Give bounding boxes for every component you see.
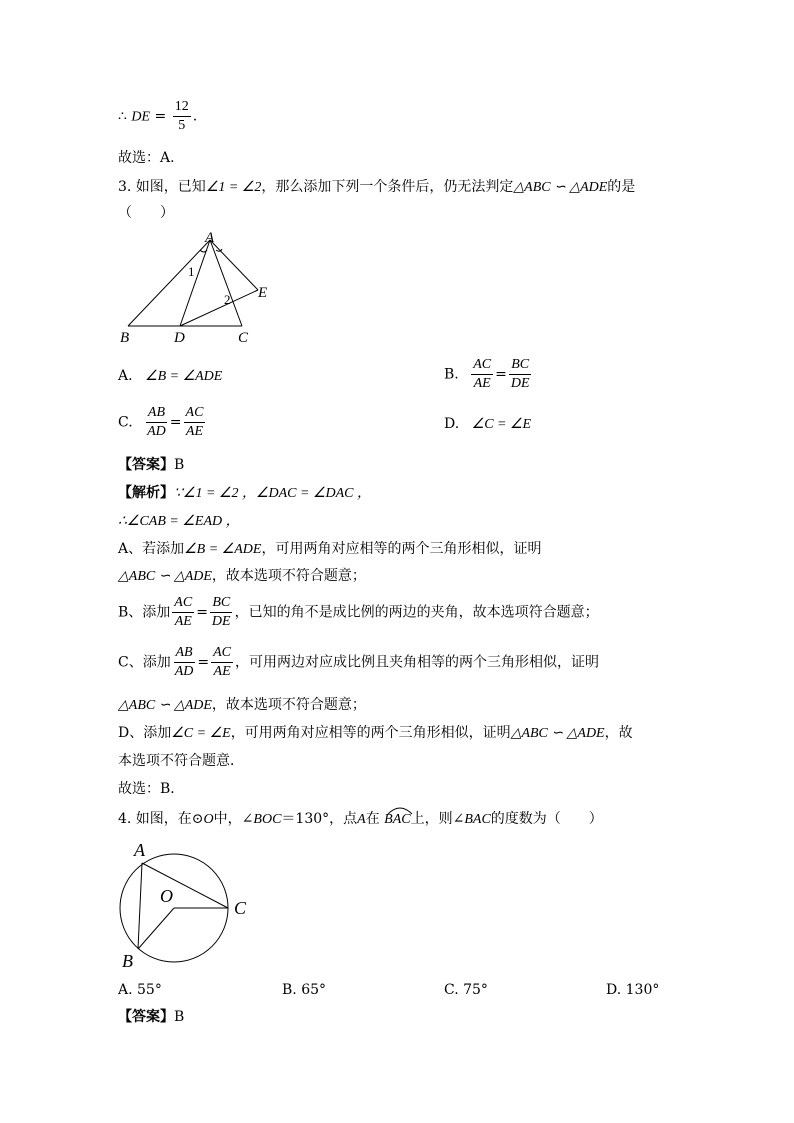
q4-arc-label: BAC <box>384 812 411 827</box>
q4-A: A <box>357 812 366 827</box>
q3-an6-n2: AC <box>211 644 233 663</box>
q3-opt-c-frac1 <box>145 404 168 441</box>
q3-an7a: △ABC ∽ △ADE <box>118 698 212 713</box>
q3-analysis-2: ∴∠CAB = ∠EAD ， <box>118 514 240 529</box>
q4-option-c: C. 75° <box>444 982 488 998</box>
q4-stem-a: 4. 如图，在⊙ <box>118 811 204 827</box>
q4-stem <box>118 808 603 828</box>
q3-opt-b-n2: BC <box>509 356 531 375</box>
fig4-B: B <box>122 951 133 971</box>
q4-answer-value: B <box>174 1009 185 1025</box>
q3-opt-b-n1: AC <box>471 356 493 375</box>
q3-an6a: C、添加 <box>118 654 171 671</box>
q3-triangle-figure <box>112 226 282 348</box>
q4-BOC: BOC <box>253 812 282 827</box>
fig3-angle2: 2 <box>224 292 231 307</box>
q3-an6b: ，可用两边对应成比例且夹角相等的两个三角形相似，证明 <box>235 654 600 671</box>
q3-stem-a: 3. 如图，已知 <box>118 179 206 195</box>
q4-O: O <box>203 812 214 827</box>
q3-an8c: ，可用两角对应相等的两个三角形相似，证明 <box>230 725 511 741</box>
q3-opt-c-frac2 <box>184 404 206 441</box>
q3-opt-c-d2: AE <box>185 424 204 439</box>
fig3-B: B <box>120 330 130 346</box>
q4-answer-tag: 【答案】 <box>118 1009 174 1025</box>
q3-analysis-1 <box>118 482 371 502</box>
q4-stem-b: 中，∠ <box>213 811 254 827</box>
q3-an8b: ∠C = ∠E <box>171 726 231 741</box>
seg-AB <box>128 240 210 326</box>
q4-option-a: A. 55° <box>118 982 162 998</box>
q3-opt-c-d1: AD <box>147 424 166 439</box>
q3-an6-d2: AE <box>213 664 231 679</box>
q3-opt-b-d2: DE <box>510 376 530 391</box>
q3-analysis-8 <box>118 722 633 742</box>
q3-an8d: △ABC ∽ △ADE <box>510 726 605 741</box>
q3-opt-d-label: D. <box>444 416 460 432</box>
q3-an5-n2: BC <box>210 594 232 613</box>
fig3-E: E <box>258 285 268 301</box>
prev-lhs: DE <box>131 109 151 125</box>
q3-an8a: D、添加 <box>118 725 172 741</box>
q3-answer-value: B <box>174 457 185 473</box>
prev-den: 5 <box>178 118 186 133</box>
q3-an5a: B、添加 <box>118 604 171 621</box>
q3-an6-d1: AD <box>174 664 194 679</box>
q3-an5-frac1 <box>172 594 194 631</box>
seg-AC <box>142 863 228 908</box>
q3-an6-n1: AB <box>174 644 195 663</box>
q3-opt-a-expr: ∠B = ∠ADE <box>145 369 223 384</box>
q3-an3c: ，可用两角对应相等的两个三角形相似，证明 <box>261 541 542 557</box>
prev-num: 12 <box>173 98 191 117</box>
q4-answer <box>118 1006 184 1026</box>
fig4-C: C <box>234 898 247 918</box>
q3-opt-b-d1: AE <box>473 376 491 391</box>
q3-opt-c-n2: AC <box>184 404 206 423</box>
q3-answer-tag: 【答案】 <box>118 457 174 473</box>
q3-stem <box>118 176 635 196</box>
q3-an5-frac2 <box>210 594 233 631</box>
q3-opt-c-label: C. <box>118 414 133 431</box>
q3-analysis-tag: 【解析】 <box>118 485 174 501</box>
q4-stem-d: 在 <box>365 811 380 827</box>
q3-an7b: ，故本选项不符合题意； <box>211 697 366 713</box>
fig4-A: A <box>134 840 145 860</box>
q3-option-c <box>118 404 207 441</box>
seg-AB <box>138 863 142 949</box>
q3-an4a: △ABC ∽ △ADE <box>118 569 212 584</box>
q4-stem-e: 上，则∠ <box>410 811 465 827</box>
q3-an5b: ，已知的角不是成比例的两边的夹角，故本选项符合题意； <box>234 604 599 621</box>
q4-option-b: B. 65° <box>282 982 327 998</box>
q3-opt-a-label: A. <box>118 368 133 384</box>
q3-analysis-7 <box>118 694 366 714</box>
q3-condition: ∠1 = ∠2 <box>205 180 262 195</box>
q3-opt-b-eq: = <box>495 366 507 383</box>
seg-DE <box>180 290 258 326</box>
q3-option-a <box>118 368 222 385</box>
q3-analysis-text-1: ∵∠1 = ∠2 ，∠DAC = ∠DAC ， <box>174 486 372 501</box>
q3-stem-b: ，那么添加下列一个条件后，仍无法判定 <box>261 179 514 195</box>
q3-analysis-3 <box>118 538 541 558</box>
prev-fraction <box>173 98 191 135</box>
seg-OB <box>138 908 174 949</box>
prev-answer: 故选：A. <box>118 150 175 166</box>
prev-result-line <box>118 98 197 135</box>
q3-option-d <box>444 416 531 433</box>
q3-an8e: ，故 <box>604 725 633 741</box>
therefore-symbol: ∴ <box>118 108 127 125</box>
q3-stem-c: 的是 <box>607 179 636 195</box>
q3-final: 故选：B． <box>118 781 185 797</box>
q3-opt-d-expr: ∠C = ∠E <box>471 417 532 432</box>
q4-stem-f: 的度数为（ ） <box>490 811 603 827</box>
q3-an5-n1: AC <box>172 594 194 613</box>
q3-opt-b-label: B. <box>444 366 459 383</box>
q3-opt-c-eq: = <box>169 414 182 431</box>
fig3-D: D <box>174 330 185 346</box>
q3-an6-eq: = <box>197 654 210 671</box>
seg-AC <box>210 240 242 326</box>
fig3-A: A <box>205 230 215 246</box>
arc-symbol-icon <box>386 805 414 815</box>
seg-AD <box>180 240 210 326</box>
q3-opt-b-frac1 <box>471 356 493 393</box>
q4-option-d: D. 130° <box>606 982 660 998</box>
fig3-angle1: 1 <box>188 264 195 279</box>
q3-an5-eq: = <box>196 604 208 621</box>
prev-end: . <box>192 108 198 125</box>
q3-an6-frac2 <box>211 644 233 681</box>
q3-similarity: △ABC ∽ △ADE <box>513 180 608 195</box>
q3-answer <box>118 454 184 474</box>
q3-an5-d2: DE <box>211 614 231 629</box>
q3-an6-frac1 <box>173 644 196 681</box>
q3-an3b: ∠B = ∠ADE <box>184 542 262 557</box>
prev-eq: = <box>154 108 167 125</box>
q4-BAC: BAC <box>464 812 491 827</box>
q4-stem-c: ＝130°，点 <box>281 811 358 827</box>
q3-an3a: A、若添加 <box>118 541 185 557</box>
fig3-C: C <box>238 330 249 346</box>
q3-analysis-5 <box>118 594 599 631</box>
seg-AE <box>210 240 258 290</box>
q3-analysis-6 <box>118 644 599 681</box>
q4-arc-notation <box>384 811 410 828</box>
q3-an5-d1: AE <box>174 614 192 629</box>
q3-option-b <box>444 356 534 393</box>
q3-analysis-9: 本选项不符合题意． <box>118 753 244 769</box>
q3-an4b: ，故本选项不符合题意； <box>211 568 366 584</box>
q3-opt-c-n1: AB <box>146 404 167 423</box>
q3-paren: （ ） <box>118 205 174 221</box>
fig4-O: O <box>160 886 173 906</box>
q3-opt-b-frac2 <box>509 356 532 393</box>
q3-analysis-4 <box>118 565 366 585</box>
q4-circle-figure <box>112 836 262 974</box>
